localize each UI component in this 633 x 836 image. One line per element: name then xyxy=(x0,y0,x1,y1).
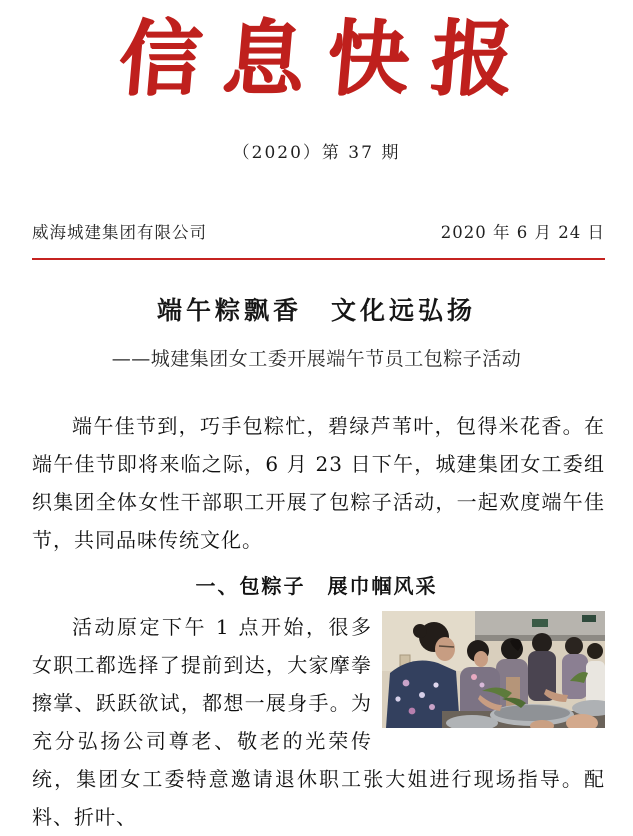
issue-date: 2020 年 6 月 24 日 xyxy=(440,223,605,242)
paragraph-1-text: 端午佳节到，巧手包粽忙，碧绿芦苇叶，包得米花香。在端午佳节即将来临之际，6 月 23 日下午，城建集团女工委组织集团全体女性干部职工开展了包粽子活动，一起欢度端午佳节，共同品味传统文化。 xyxy=(32,414,605,552)
article-subtitle: ——城建集团女工委开展端午节员工包粽子活动 xyxy=(111,348,522,370)
paragraph-2 xyxy=(32,608,605,836)
activity-photo-illustration xyxy=(382,611,605,728)
masthead xyxy=(0,0,633,112)
paragraph-2-text: 活动原定下午 1 点开始，很多女职工都选择了提前到达，大家摩拳擦掌、跃跃欲试，都想一展身手。为充分弘扬公司尊老、敬老的光荣传统，集团女工委特意邀请退休职工张大姐进行现场指导。配料、折叶、 xyxy=(32,615,605,829)
newsletter-title: 信息快报 xyxy=(115,11,540,107)
red-divider-rule xyxy=(32,258,605,260)
section-heading-1: 一、包粽子 展巾帼风采 xyxy=(195,574,438,598)
paragraph-1 xyxy=(32,407,605,559)
activity-photo xyxy=(382,611,605,728)
org-date-row xyxy=(32,219,605,243)
organization-name: 威海城建集团有限公司 xyxy=(32,223,207,242)
issue-number: （2020）第 37 期 xyxy=(232,143,401,163)
article-title: 端午粽飘香 文化远弘扬 xyxy=(156,296,476,325)
